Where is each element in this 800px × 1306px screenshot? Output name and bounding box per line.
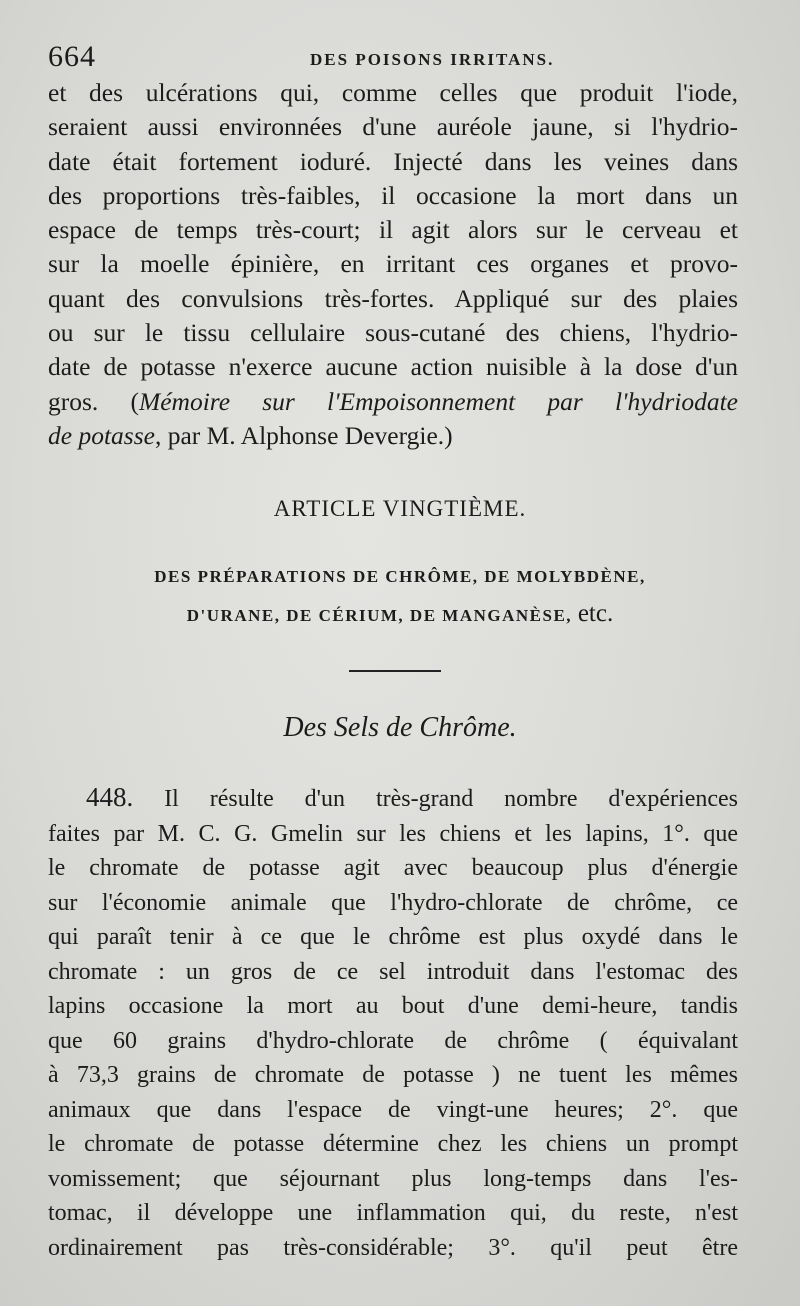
text-line: lapins occasione la mort au bout d'une demi-heure, tandis bbox=[48, 993, 738, 1019]
paragraph-continuation bbox=[48, 76, 738, 453]
text-line: date de potasse n'exerce aucune action nuisible à la dose d'un bbox=[48, 352, 738, 382]
text-line: quant des convulsions très-fortes. Appliqué sur des plaies bbox=[48, 283, 738, 313]
article-title: ARTICLE VINGTIÈME. bbox=[273, 496, 527, 521]
text-line: le chromate de potasse agit avec beaucoup plus d'énergie bbox=[48, 855, 738, 881]
section-title: Des Sels de Chrôme. bbox=[283, 712, 517, 743]
text-line-citation bbox=[48, 385, 738, 419]
paragraph-first-line: Il résulte d'un très-grand nombre d'expériences bbox=[164, 786, 738, 812]
text-line: ordinairement pas très-considérable; 3°. qu'il peut être bbox=[48, 1234, 738, 1261]
page-header bbox=[48, 40, 768, 80]
section-divider bbox=[349, 670, 441, 672]
article-subtitle-etc: etc. bbox=[577, 600, 614, 627]
text-line: vomissement; que séjournant plus long-temps dans l'es- bbox=[48, 1165, 738, 1192]
text-line-first bbox=[48, 780, 738, 817]
text-line-citation-end bbox=[48, 419, 738, 453]
citation-prefix: gros. ( bbox=[48, 386, 139, 416]
text-line: espace de temps très-court; il agit alors sur le cerveau et bbox=[48, 215, 738, 245]
article-subtitle-line bbox=[0, 600, 800, 628]
text-line: tomac, il développe une inflammation qui, du reste, n'est bbox=[48, 1200, 738, 1226]
article-subtitle-text: D'URANE, DE CÉRIUM, DE MANGANÈSE, bbox=[186, 606, 573, 625]
text-line: des proportions très-faibles, il occasione la mort dans un bbox=[48, 180, 738, 210]
text-line: ou sur le tissu cellulaire sous-cutané des chiens, l'hydrio- bbox=[48, 318, 738, 348]
text-line: que 60 grains d'hydro-chlorate de chrôme ( équivalant bbox=[48, 1027, 738, 1054]
paragraph-448 bbox=[48, 780, 738, 1265]
article-subtitle-line: DES PRÉPARATIONS DE CHRÔME, DE MOLYBDÈNE, bbox=[154, 567, 646, 586]
text-line: qui paraît tenir à ce que le chrôme est plus oxydé dans le bbox=[48, 924, 738, 950]
page-number: 664 bbox=[48, 40, 96, 73]
text-line: sur l'économie animale que l'hydro-chlorate de chrôme, ce bbox=[48, 889, 738, 916]
text-line: date était fortement ioduré. Injecté dans les veines dans bbox=[48, 146, 738, 176]
citation-author: , par M. Alphonse Devergie.) bbox=[154, 420, 453, 450]
text-line: à 73,3 grains de chromate de potasse ) ne tuent les mêmes bbox=[48, 1062, 738, 1088]
text-line: seraient aussi environnées d'une auréole jaune, si l'hydrio- bbox=[48, 112, 738, 142]
citation-title-end: de potasse bbox=[48, 420, 155, 450]
text-line: animaux que dans l'espace de vingt-une heures; 2°. que bbox=[48, 1096, 738, 1123]
citation-title: Mémoire sur l'Empoisonnement par l'hydriodate bbox=[138, 386, 738, 416]
text-line: le chromate de potasse détermine chez les chiens un prompt bbox=[48, 1131, 738, 1157]
text-line: sur la moelle épinière, en irritant ces organes et provo- bbox=[48, 249, 738, 279]
text-line: chromate : un gros de ce sel introduit dans l'estomac des bbox=[48, 958, 738, 985]
text-line: faites par M. C. G. Gmelin sur les chiens et les lapins, 1°. que bbox=[48, 820, 738, 847]
paragraph-number: 448. bbox=[86, 782, 134, 812]
text-line: et des ulcérations qui, comme celles que produit l'iode, bbox=[48, 78, 738, 107]
running-head: DES POISONS IRRITANS. bbox=[310, 50, 555, 69]
